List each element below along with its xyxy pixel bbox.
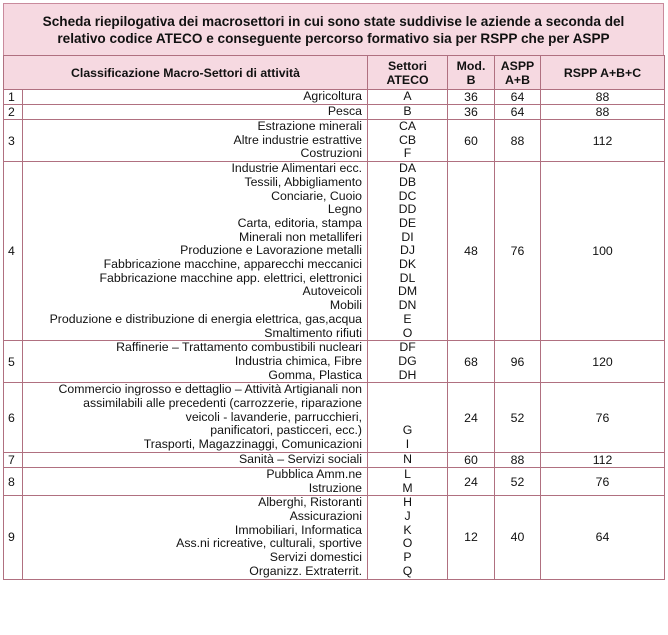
ateco-code-cell — [368, 467, 448, 495]
row-number: 5 — [4, 341, 23, 383]
aspp-hours: 52 — [495, 383, 541, 453]
mod-b-hours: 24 — [448, 467, 495, 495]
activity-label: Minerali non metalliferi — [238, 229, 363, 244]
table-row — [4, 120, 665, 162]
rspp-hours: 112 — [541, 452, 665, 467]
rspp-hours: 88 — [541, 105, 665, 120]
activity-label: Ass.ni ricreative, culturali, sportive — [176, 536, 363, 551]
activity-label: Istruzione — [308, 480, 363, 495]
activity-label: Sanità – Servizi sociali — [238, 452, 363, 467]
mod-b-hours: 36 — [448, 105, 495, 120]
table-row — [4, 341, 665, 383]
table-row — [4, 467, 665, 495]
activity-label: Produzione e Lavorazione metalli — [180, 243, 363, 258]
ateco-code: E — [403, 311, 412, 326]
activity-label: Raffinerie – Trattamento combustibili nucleari — [116, 340, 363, 355]
ateco-code: DC — [398, 188, 417, 203]
activity-label: Servizi domestici — [269, 550, 363, 565]
ateco-code — [371, 397, 444, 411]
activity-label: Fabbricazione macchine, apparecchi meccanici — [103, 257, 363, 272]
ateco-code: F — [403, 146, 412, 161]
activity-label: Costruzioni — [300, 146, 363, 161]
ateco-code: B — [403, 104, 412, 119]
activity-label: Organizz. Extraterrit. — [249, 563, 363, 578]
activity-label: veicoli - lavanderie, parrucchieri, — [185, 409, 363, 424]
ateco-code-cell — [368, 105, 448, 120]
ateco-code: P — [403, 550, 412, 565]
rspp-hours: 76 — [541, 467, 665, 495]
ateco-code: DB — [398, 174, 417, 189]
header-aspp: ASPP A+B — [495, 56, 541, 90]
header-classification: Classificazione Macro-Settori di attività — [4, 56, 368, 90]
table-row — [4, 383, 665, 453]
ateco-code: DI — [401, 229, 414, 244]
aspp-hours: 96 — [495, 341, 541, 383]
row-number: 7 — [4, 452, 23, 467]
activity-label: panificatori, pasticceri, ecc.) — [210, 423, 363, 438]
mod-b-hours: 68 — [448, 341, 495, 383]
activity-label: Pesca — [327, 104, 363, 119]
mod-b-hours: 60 — [448, 452, 495, 467]
mod-b-hours: 60 — [448, 120, 495, 162]
activity-label: Produzione e distribuzione di energia elettrica, gas,acqua — [49, 311, 363, 326]
activity-label: Altre industrie estrattive — [233, 132, 363, 147]
activity-label: Assicurazioni — [289, 508, 363, 523]
ateco-code: I — [405, 437, 410, 452]
activity-label: Conciarie, Cuoio — [271, 188, 363, 203]
activity-label: Mobili — [329, 298, 363, 313]
mod-b-hours: 36 — [448, 90, 495, 105]
row-number: 4 — [4, 162, 23, 341]
ateco-code: DL — [399, 270, 416, 285]
rspp-hours: 100 — [541, 162, 665, 341]
activity-label: Pubblica Amm.ne — [266, 466, 363, 481]
rspp-hours: 120 — [541, 341, 665, 383]
activity-cell — [23, 162, 368, 341]
ateco-code: N — [403, 452, 412, 467]
title-line-1: Scheda riepilogativa dei macrosettori in cui sono state suddivise le aziende a seconda del — [42, 13, 625, 29]
header-sectors-ateco: Settori ATECO — [368, 56, 448, 90]
rspp-hours: 112 — [541, 120, 665, 162]
activity-label: Commercio ingrosso e dettaglio – Attività Artigianali non — [58, 382, 363, 397]
ateco-code: DD — [398, 202, 417, 217]
ateco-code: DG — [398, 353, 417, 368]
sheet-title — [3, 3, 664, 55]
activity-cell — [23, 496, 368, 579]
rspp-hours: 88 — [541, 90, 665, 105]
activity-label: Autoveicoli — [302, 284, 363, 299]
ateco-code: Q — [402, 563, 413, 578]
ateco-code — [371, 411, 444, 425]
aspp-hours: 52 — [495, 467, 541, 495]
activity-cell — [23, 341, 368, 383]
row-number: 6 — [4, 383, 23, 453]
table-body — [4, 90, 665, 580]
ateco-code: K — [403, 522, 412, 537]
activity-label: Carta, editoria, stampa — [237, 215, 363, 230]
table-row — [4, 162, 665, 341]
ateco-code-cell — [368, 452, 448, 467]
rspp-hours: 64 — [541, 496, 665, 579]
ateco-code: O — [402, 325, 413, 340]
ateco-code: DA — [398, 161, 417, 176]
aspp-hours: 88 — [495, 120, 541, 162]
ateco-code: CB — [398, 132, 417, 147]
macro-sector-table — [3, 55, 665, 580]
mod-b-hours: 12 — [448, 496, 495, 579]
ateco-code: L — [404, 466, 411, 481]
aspp-hours: 64 — [495, 105, 541, 120]
activity-label: assimilabili alle precedenti (carrozzerie, riparazione — [83, 396, 363, 411]
ateco-code: DJ — [400, 243, 416, 258]
ateco-code-cell — [368, 383, 448, 453]
mod-b-hours: 48 — [448, 162, 495, 341]
header-rspp: RSPP A+B+C — [541, 56, 665, 90]
activity-label: Immobiliari, Informatica — [234, 522, 363, 537]
ateco-code: DN — [398, 298, 417, 313]
activity-cell — [23, 383, 368, 453]
table-row — [4, 90, 665, 105]
ateco-code: O — [402, 536, 413, 551]
table-header-row — [4, 56, 665, 90]
activity-cell — [23, 452, 368, 467]
ateco-code — [371, 383, 444, 397]
ateco-code: H — [403, 495, 412, 510]
aspp-hours: 40 — [495, 496, 541, 579]
activity-cell — [23, 90, 368, 105]
mod-b-hours: 24 — [448, 383, 495, 453]
activity-label: Legno — [327, 202, 363, 217]
row-number: 8 — [4, 467, 23, 495]
table-row — [4, 105, 665, 120]
activity-label: Gomma, Plastica — [268, 367, 363, 382]
activity-cell — [23, 105, 368, 120]
activity-label: Estrazione minerali — [257, 119, 363, 133]
ateco-code: J — [404, 508, 411, 523]
activity-cell — [23, 120, 368, 162]
activity-label: Smaltimento rifiuti — [264, 325, 363, 340]
ateco-code-cell — [368, 90, 448, 105]
summary-sheet — [3, 3, 664, 580]
table-row — [4, 452, 665, 467]
rspp-hours: 76 — [541, 383, 665, 453]
row-number: 3 — [4, 120, 23, 162]
ateco-code-cell — [368, 162, 448, 341]
ateco-code: G — [402, 423, 413, 438]
activity-label: Tessili, Abbigliamento — [244, 174, 363, 189]
ateco-code: A — [403, 89, 412, 104]
ateco-code-cell — [368, 341, 448, 383]
ateco-code: DK — [398, 257, 417, 272]
activity-label: Agricoltura — [303, 89, 363, 104]
ateco-code-cell — [368, 496, 448, 579]
title-line-2: relativo codice ATECO e conseguente percorso formativo sia per RSPP che per ASPP — [57, 30, 610, 46]
aspp-hours: 64 — [495, 90, 541, 105]
activity-cell — [23, 467, 368, 495]
row-number: 9 — [4, 496, 23, 579]
row-number: 2 — [4, 105, 23, 120]
activity-label: Trasporti, Magazzinaggi, Comunicazioni — [143, 437, 363, 452]
ateco-code: DH — [398, 367, 417, 382]
ateco-code: DE — [398, 215, 417, 230]
row-number: 1 — [4, 90, 23, 105]
ateco-code: DM — [397, 284, 418, 299]
ateco-code-cell — [368, 120, 448, 162]
ateco-code: M — [402, 480, 413, 495]
activity-label: Fabbricazione macchine app. elettrici, elettronici — [99, 270, 363, 285]
activity-label: Alberghi, Ristoranti — [258, 495, 363, 510]
aspp-hours: 76 — [495, 162, 541, 341]
aspp-hours: 88 — [495, 452, 541, 467]
ateco-code: DF — [399, 340, 416, 355]
activity-label: Industrie Alimentari ecc. — [231, 161, 363, 176]
header-mod-b: Mod. B — [448, 56, 495, 90]
activity-label: Industria chimica, Fibre — [234, 353, 363, 368]
table-row — [4, 496, 665, 579]
ateco-code: CA — [398, 119, 417, 133]
